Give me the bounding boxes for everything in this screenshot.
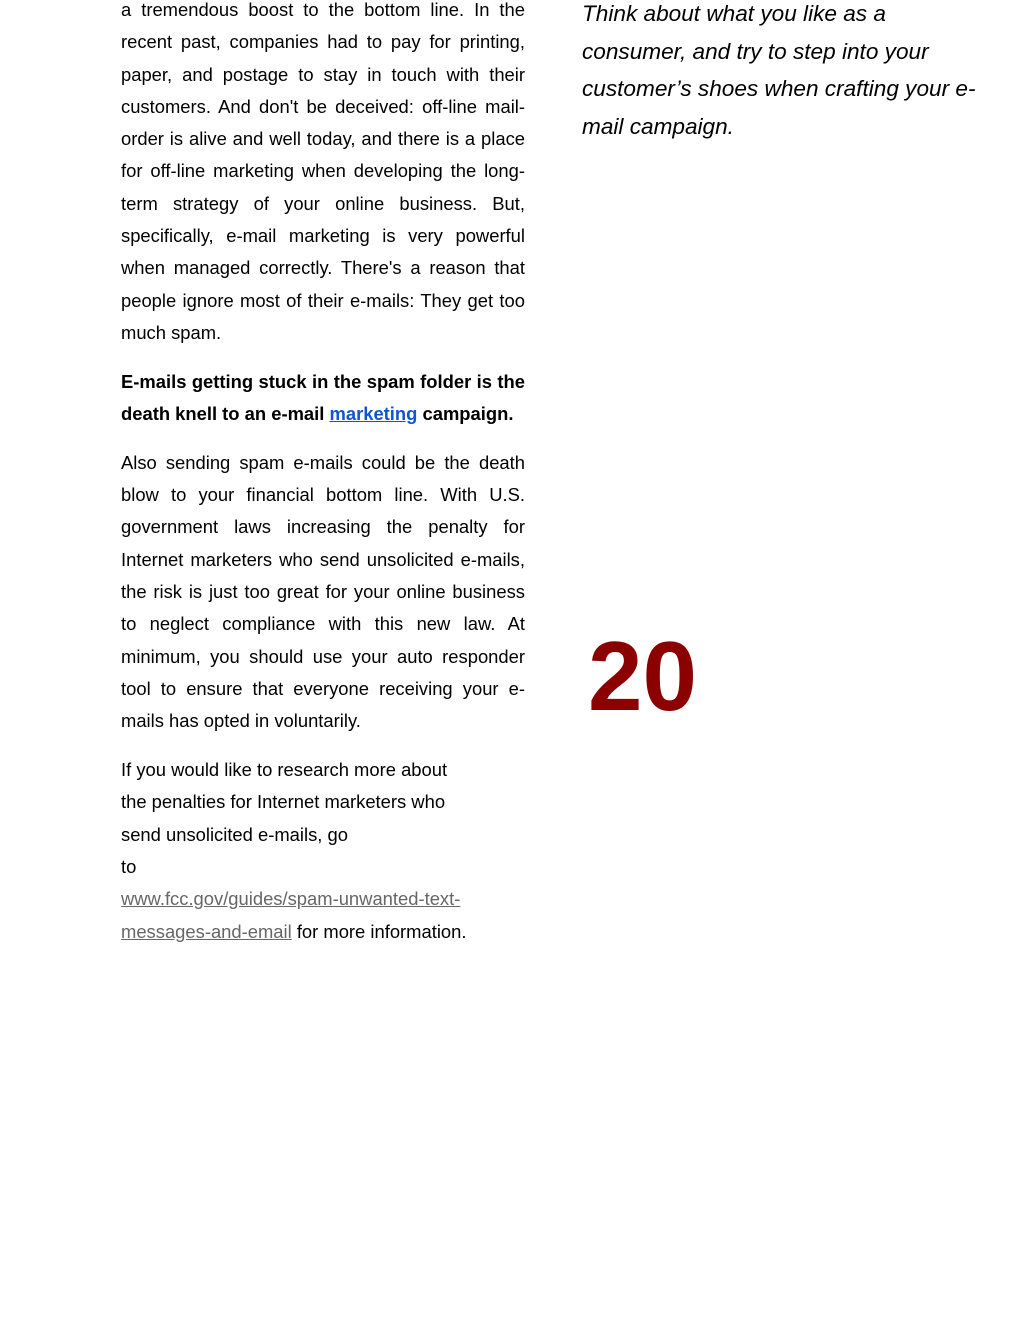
body-paragraph-3: Also sending spam e-mails could be the death blow to your financial bottom line. With U.S. government laws increasing the penalty for Internet marketers who send unsolicited e-mails, the risk is just too great for your online business to neglect compliance with this new law. At minimum, you should use your auto responder tool to ensure that everyone receiving your e-mails has opted in voluntarily. <box>121 451 525 732</box>
research-line-4: to <box>121 855 137 877</box>
for-more-information-text: for more information. <box>291 920 467 942</box>
fcc-link-part-2[interactable]: messages-and-email <box>121 920 292 942</box>
sidebar-quote: Think about what you like as a consumer, and try to step into your customer’s shoes when crafting your e-mail campaign. <box>582 1 976 140</box>
body-paragraph-2-bold <box>121 366 525 431</box>
research-line-1: If you would like to research more about <box>121 759 448 781</box>
fcc-link-line-2 <box>121 916 525 948</box>
marketing-link[interactable]: marketing <box>329 403 418 425</box>
research-line-3: send unsolicited e-mails, go <box>121 823 348 845</box>
body-paragraph-1: a tremendous boost to the bottom line. In the recent past, companies had to pay for printing, paper, and postage to stay in touch with their customers. And don't be deceived: off-line mail-order is alive and well today, and there is a place for off-line marketing when developing the long- term strategy of your online business. But, specifically, e-mail marketing is very powerful when managed correctly. There's a reason that people ignore most of their e-mails: They get too much spam. <box>121 0 525 343</box>
paragraph-2-text-end: campaign. <box>417 403 514 425</box>
body-paragraph-4 <box>121 754 525 948</box>
fcc-link-part-1[interactable]: www.fcc.gov/guides/spam-unwanted-text- <box>121 888 461 910</box>
research-line-2: the penalties for Internet marketers who <box>121 791 446 813</box>
fcc-link-line <box>121 883 525 915</box>
paragraph-2-text-start: E-mails getting stuck in the spam folder is the death knell to an e-mail <box>121 370 525 425</box>
page-number: 20 <box>588 621 698 731</box>
main-column <box>121 0 525 964</box>
